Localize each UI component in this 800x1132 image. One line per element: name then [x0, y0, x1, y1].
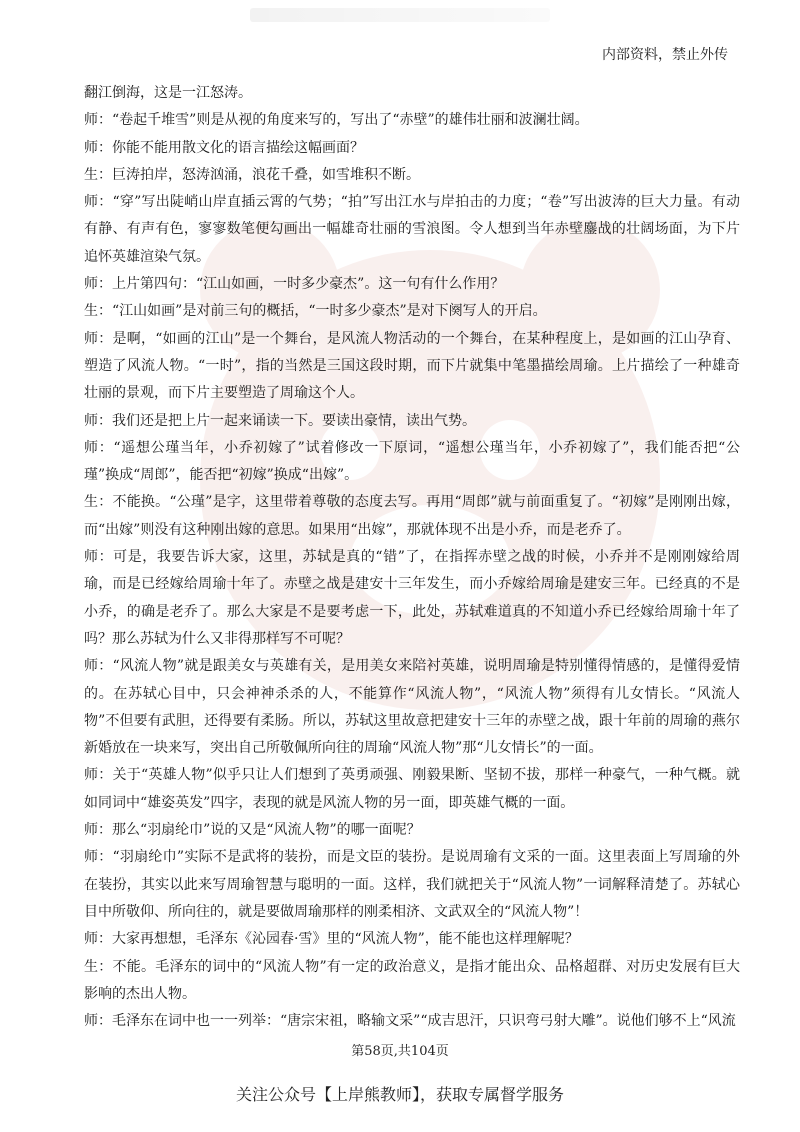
faint-top-header-mark	[250, 8, 550, 22]
paragraph: 生：不能换。“公瑾”是字，这里带着尊敬的态度去写。再用“周郎”就与前面重复了。“初嫁”是刚刚出嫁，而“出嫁”则没有这种刚出嫁的意思。如果用“出嫁”，那就体现不出是小乔，而是老乔了。	[84, 494, 740, 538]
footer-promo: 关注公众号【上岸熊教师】，获取专属督学服务	[235, 1085, 564, 1104]
paragraph: 师：“遥想公瑾当年，小乔初嫁了”试着修改一下原词，“遥想公瑾当年，小乔初嫁了”，我们能否把“公瑾”换成“周郎”，能否把“初嫁”换成“出嫁”。	[84, 439, 740, 484]
paragraph: 师：大家再想想，毛泽东《沁园春·雪》里的“风流人物”，能不能也这样理解呢？	[84, 931, 579, 948]
paragraph: 师：关于“英雄人物”似乎只让人们想到了英勇顽强、刚毅果断、坚韧不拔，那样一种豪气，一种气概。就如同词中“雄姿英发”四字，表现的就是风流人物的另一面，即英雄气概的一面。	[84, 767, 740, 811]
paragraph: 师：那么“羽扇纶巾”说的又是“风流人物”的哪一面呢？	[84, 822, 421, 839]
confidential-notice: 内部资料，禁止外传	[602, 47, 728, 63]
paragraph: 生：不能。毛泽东的词中的“风流人物”有一定的政治意义，是指才能出众、品格超群、对历史发展有巨大影响的杰出人物。	[84, 958, 740, 1002]
paragraph: 师：可是，我要告诉大家，这里，苏轼是真的“错”了，在指挥赤壁之战的时候，小乔并不是刚刚嫁给周瑜，而是已经嫁给周瑜十年了。赤壁之战是建安十三年发生，而小乔嫁给周瑜是建安三年。已经真的不是小乔，的确是老乔了。那么大家是不是要考虑一下，此处，苏轼难道真的不知道小乔已经嫁给周瑜十年了吗？那么苏轼为什么又非得那样写不可呢？	[84, 549, 740, 647]
paragraph: 翻江倒海，这是一江怒涛。	[84, 85, 252, 101]
paragraph: 生：巨涛拍岸，怒涛汹涌，浪花千叠，如雪堆积不断。	[84, 166, 420, 183]
paragraph: 师：我们还是把上片一起来诵读一下。要读出豪情，读出气势。	[84, 412, 476, 429]
document-body	[84, 80, 740, 1035]
paragraph: 师：“羽扇纶巾”实际不是武将的装扮，而是文臣的装扮。是说周瑜有文采的一面。这里表面上写周瑜的外在装扮，其实以此来写周瑜智慧与聪明的一面。这样，我们就把关于“风流人物”一词解释清楚了。苏轼心目中所敬仰、所向往的，就是要做周瑜那样的刚柔相济、文武双全的“风流人物”！	[84, 849, 740, 920]
paragraph: 师：“穿”写出陡峭山岸直插云霄的气势；“拍”写出江水与岸拍击的力度；“卷”写出波涛的巨大力量。有动有静、有声有色，寥寥数笔便勾画出一幅雄奇壮丽的雪浪图。令人想到当年赤壁鏖战的壮阔场面，为下片追怀英雄渲染气氛。	[84, 194, 740, 265]
paragraph: 师：你能不能用散文化的语言描绘这幅画面？	[84, 139, 364, 156]
paragraph: 师：“风流人物”就是跟美女与英雄有关，是用美女来陪衬英雄，说明周瑜是特别懂得情感的，是懂得爱情的。在苏轼心目中，只会神神杀杀的人，不能算作“风流人物”，“风流人物”须得有儿女情长。“风流人物”不但要有武胆，还得要有柔肠。所以，苏轼这里故意把建安十三年的赤壁之战，跟十年前的周瑜的燕尔新婚放在一块来写，突出自己所敬佩所向往的周瑜“风流人物”那“儿女情长”的一面。	[84, 658, 740, 757]
paragraph: 师：“卷起千堆雪”则是从视的角度来写的，写出了“赤壁”的雄伟壮丽和波澜壮阔。	[84, 112, 589, 129]
paragraph: 师：是啊，“如画的江山”是一个舞台，是风流人物活动的一个舞台，在某种程度上，是如画的江山孕育、塑造了风流人物。“一时”，指的当然是三国这段时期，而下片就集中笔墨描绘周瑜。上片描绘了一种雄奇壮丽的景观，而下片主要塑造了周瑜这个人。	[84, 330, 740, 402]
paragraph: 师：毛泽东在词中也一一列举：“唐宗宋祖，略输文采”“成吉思汗，只识弯弓射大雕”。说他们够不上“风流	[84, 1013, 736, 1030]
paragraph: 师：上片第四句：“江山如画，一时多少豪杰”。这一句有什么作用？	[84, 276, 505, 293]
paragraph: 生：“江山如画”是对前三句的概括，“一时多少豪杰”是对下阕写人的开启。	[84, 303, 547, 320]
page-number: 第58页,共104页	[351, 1044, 449, 1059]
